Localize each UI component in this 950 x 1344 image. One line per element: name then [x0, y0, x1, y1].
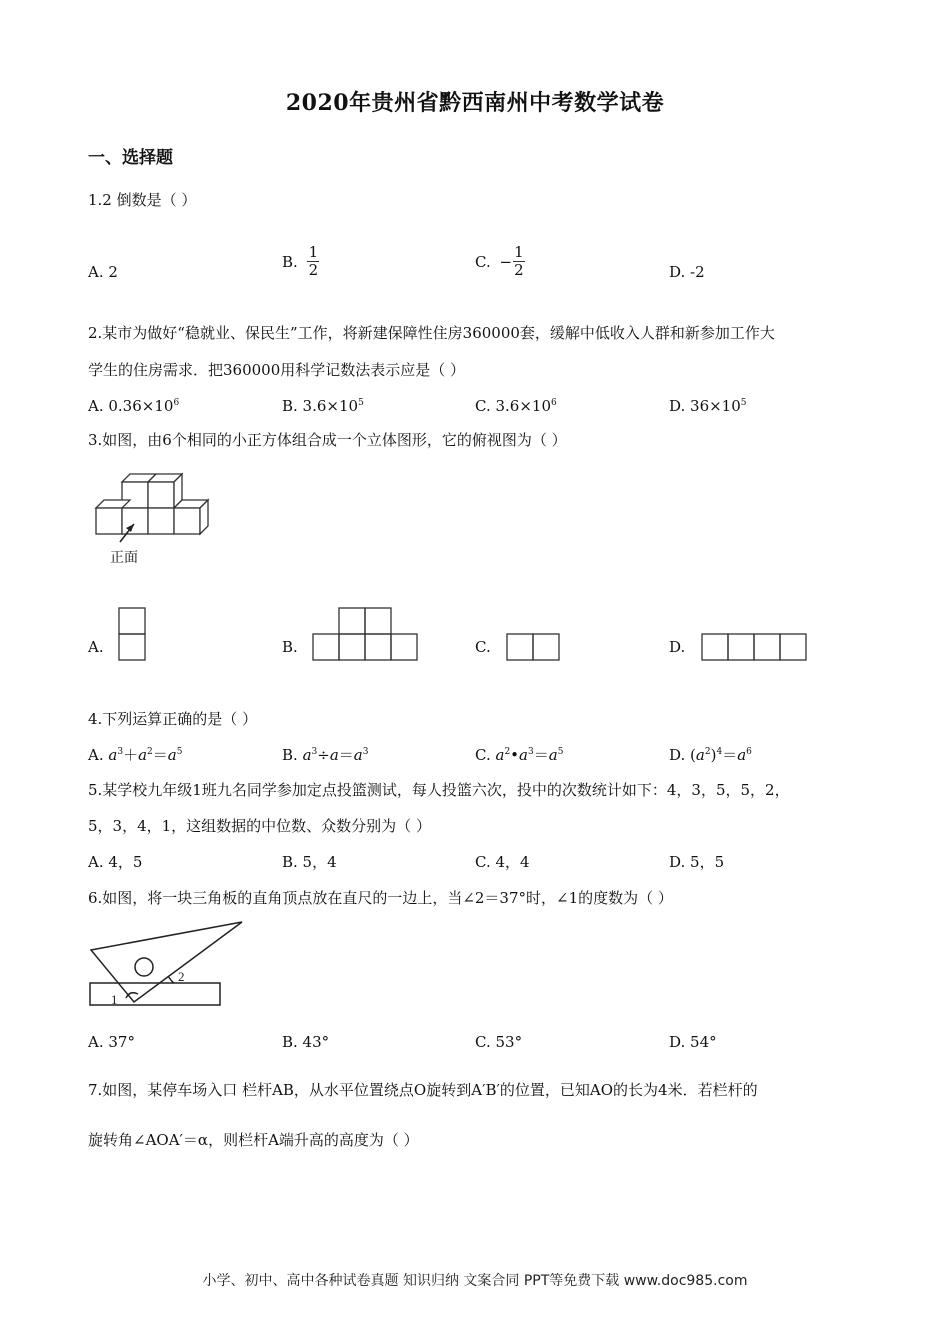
- q1-option-c: [475, 244, 526, 279]
- variable: a: [329, 746, 339, 764]
- exponent: 3: [311, 747, 318, 757]
- option-text: D. 36×10: [669, 397, 741, 415]
- variable: a: [353, 746, 363, 764]
- question-5-line-1: 5.某学校九年级1班九名同学参加定点投篮测试，每人投篮六次，投中的次数统计如下：4，3，5，5，2，: [88, 781, 790, 799]
- variable: a: [167, 746, 177, 764]
- exponent: 6: [746, 747, 752, 757]
- cube-front-face: [96, 508, 122, 534]
- cube-front-face: [148, 482, 174, 508]
- question-2-line-2: 学生的住房需求．把360000用科学记数法表示应是（ ）: [88, 361, 466, 379]
- exponent: 2: [147, 747, 153, 757]
- equals: ＝: [533, 746, 549, 764]
- variable: a: [495, 746, 505, 764]
- exponent: 3: [117, 747, 124, 757]
- angle-arc: [168, 976, 174, 983]
- cube-front-face: [122, 508, 148, 534]
- fraction-denominator: 2: [308, 261, 319, 279]
- q4-option-a: [88, 745, 182, 765]
- exponent: 6: [173, 398, 180, 408]
- triangle-hole: [135, 958, 153, 976]
- q1-option-d: D. -2: [669, 263, 705, 281]
- fraction-numerator: 1: [514, 243, 524, 261]
- page-footer: 小学、初中、高中各种试卷真题 知识归纳 文案合同 PPT等免费下载 www.doc985.com: [202, 1273, 748, 1289]
- option-text: B. 3.6×10: [282, 397, 359, 415]
- section-heading: 一、选择题: [88, 148, 173, 168]
- fraction-denominator: 2: [514, 261, 524, 279]
- option-text: C. 3.6×10: [475, 397, 551, 415]
- operator: ＋: [123, 746, 139, 764]
- option-prefix: C.: [475, 746, 496, 764]
- q3-option-a-figure: [118, 607, 146, 661]
- q1-option-b-label: B.: [282, 252, 298, 271]
- exponent: 2: [504, 747, 511, 757]
- operator: •: [510, 746, 520, 764]
- exponent: 6: [551, 398, 557, 408]
- variable: a: [737, 746, 747, 764]
- q2-option-d: [669, 396, 747, 416]
- equals: ＝: [722, 746, 738, 764]
- variable: a: [108, 746, 118, 764]
- question-6-stem: 6.如图，将一块三角板的直角顶点放在直尺的一边上，当∠2＝37°时，∠1的度数为（ ）: [88, 889, 673, 907]
- exponent: 2: [704, 747, 711, 757]
- variable: a: [519, 746, 528, 764]
- q3-option-b-figure: [312, 607, 418, 661]
- operator: ÷: [317, 746, 330, 764]
- q6-option-a: A. 37°: [88, 1033, 135, 1051]
- q2-option-a: [88, 396, 179, 416]
- cube-front-face: [148, 508, 174, 534]
- exponent: 3: [362, 747, 369, 757]
- q6-option-c: C. 53°: [475, 1033, 523, 1051]
- q1-option-b: [282, 244, 320, 279]
- question-4-stem: 4.下列运算正确的是（ ）: [88, 710, 258, 728]
- cube-front-face: [174, 508, 200, 534]
- variable: a: [138, 746, 148, 764]
- minus-sign: −: [499, 252, 513, 271]
- q5-option-c: C. 4，4: [475, 853, 530, 871]
- q3-option-b-label: B.: [282, 638, 298, 656]
- angle-label-2: 2: [178, 969, 185, 984]
- q3-option-d-figure: [701, 633, 807, 661]
- variable: a: [548, 746, 558, 764]
- q3-option-a-label: A.: [88, 638, 104, 656]
- angle-label-1: 1: [111, 992, 118, 1007]
- q2-option-c: [475, 396, 557, 416]
- front-view-label: 正面: [110, 550, 138, 566]
- question-1-stem: 1.2 倒数是（ ）: [88, 191, 197, 209]
- q1-option-c-fraction: [512, 244, 526, 279]
- q5-option-d: D. 5，5: [669, 853, 725, 871]
- question-7-line-2: 旋转角∠AOA′＝α，则栏杆A端升高的高度为（ ）: [88, 1131, 419, 1149]
- exponent: 5: [176, 747, 183, 757]
- option-prefix: B.: [282, 746, 303, 764]
- fraction-numerator: 1: [308, 243, 319, 261]
- question-7-line-1: 7.如图，某停车场入口 栏杆AB，从水平位置绕点O旋转到A′B′的位置，已知AO的长为4米．若栏杆的: [88, 1081, 758, 1099]
- exponent: 4: [716, 747, 723, 757]
- q1-option-a: A. 2: [88, 263, 118, 281]
- q5-option-b: B. 5，4: [282, 853, 337, 871]
- question-3-stem: 3.如图，由6个相同的小正方体组合成一个立体图形，它的俯视图为（ ）: [88, 431, 567, 449]
- equals: ＝: [338, 746, 354, 764]
- question-5-line-2: 5，3，4，1，这组数据的中位数、众数分别为（ ）: [88, 817, 431, 835]
- q4-option-b: [282, 745, 368, 765]
- q6-option-d: D. 54°: [669, 1033, 717, 1051]
- q6-triangle-ruler-figure: [88, 920, 248, 1010]
- question-2-line-1: 2.某市为做好“稳就业、保民生”工作，将新建保障性住房360000套，缓解中低收入人群和新参加工作大: [88, 324, 775, 342]
- variable: a: [695, 746, 705, 764]
- exponent: 5: [557, 747, 564, 757]
- equals: ＝: [152, 746, 168, 764]
- close-paren: ): [710, 746, 717, 764]
- q3-option-c-figure: [506, 633, 560, 661]
- q6-option-b: B. 43°: [282, 1033, 330, 1051]
- exponent: 5: [740, 398, 747, 408]
- page-title: 2020年贵州省黔西南州中考数学试卷: [285, 90, 665, 116]
- q4-option-d: [669, 745, 752, 765]
- q4-option-c: [475, 745, 563, 765]
- exponent: 5: [358, 398, 364, 408]
- option-text: A. 0.36×10: [88, 397, 174, 415]
- option-prefix: A.: [88, 746, 109, 764]
- q2-option-b: [282, 396, 364, 416]
- option-prefix: D. (: [669, 746, 696, 764]
- q1-option-c-label: C.: [475, 252, 491, 271]
- q3-option-d-label: D.: [669, 638, 686, 656]
- variable: a: [302, 746, 312, 764]
- q5-option-a: A. 4，5: [88, 853, 143, 871]
- exponent: 3: [527, 747, 534, 757]
- q3-option-c-label: C.: [475, 638, 491, 656]
- q1-option-b-fraction: [307, 244, 321, 279]
